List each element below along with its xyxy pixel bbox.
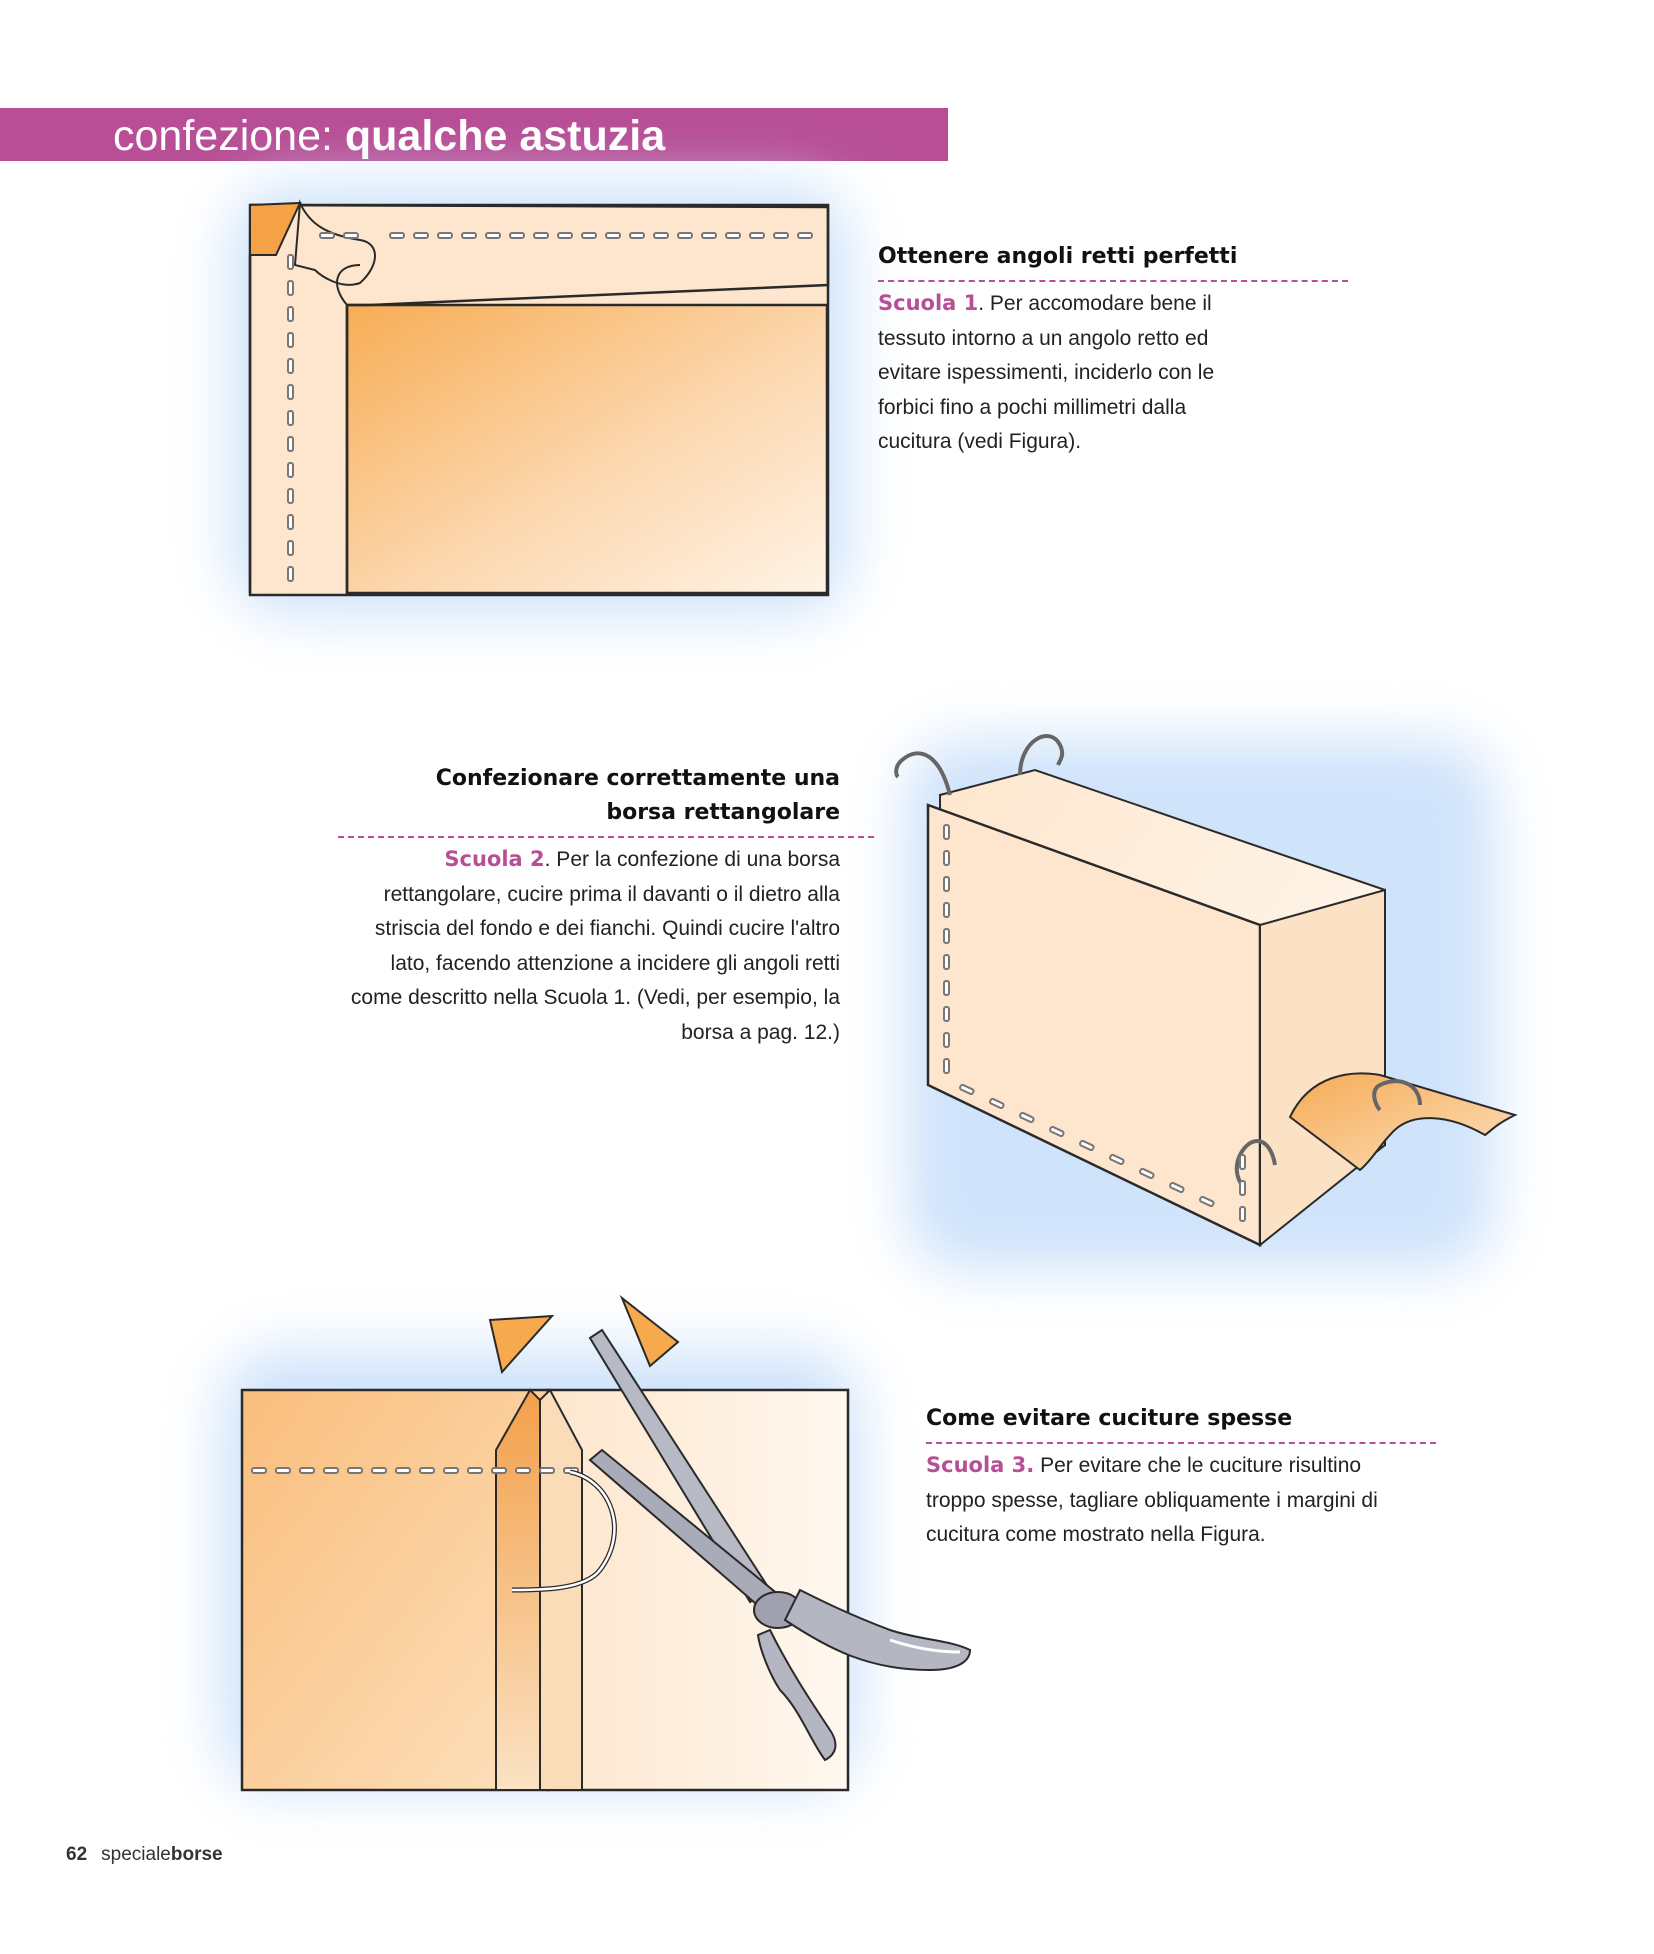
magazine-name-bold: borse	[170, 1844, 223, 1865]
section-1-title: Ottenere angoli retti perfetti	[878, 244, 1238, 269]
section-1-rule	[878, 280, 1348, 282]
section-1-body: . Per accomodare bene il tessuto intorno a un angolo retto ed evitare ispessimenti, inciderlo con le forbici fino a pochi millimetri dalla cucitura (vedi Figura).	[878, 292, 1215, 453]
section-3-lead: Scuola 3.	[926, 1453, 1035, 1477]
section-3-body: Per evitare che le cuciture risultino troppo spesse, tagliare obliquamente i margini di cucitura come mostrato nella Figura.	[926, 1454, 1378, 1546]
section-2-rule	[338, 836, 874, 838]
figure-2-rectangular-bag	[880, 715, 1520, 1275]
section-3	[926, 1402, 1436, 1553]
section-3-text	[926, 1448, 1426, 1553]
magazine-name-light: speciale	[101, 1844, 171, 1865]
page-title-light: confezione:	[113, 112, 333, 160]
section-2	[320, 762, 840, 1050]
page-title-bold: qualche astuzia	[344, 112, 666, 160]
section-3-rule	[926, 1442, 1436, 1444]
page-title	[113, 108, 665, 161]
section-1	[878, 240, 1348, 460]
section-2-lead: Scuola 2	[444, 847, 545, 871]
section-2-body: . Per la confezione di una borsa rettangolare, cucire prima il davanti o il dietro alla striscia del fondo e dei fianchi. Quindi cucire l'altro lato, facendo attenzione a incidere gli angoli retti come descritto nella Scuola 1. (Vedi, per esempio, la borsa a pag. 12.)	[350, 848, 840, 1044]
section-3-title: Come evitare cuciture spesse	[926, 1406, 1293, 1431]
section-1-text	[878, 286, 1258, 460]
section-1-lead: Scuola 1	[878, 291, 979, 315]
footer	[66, 1844, 223, 1866]
figure-3-trim-seams	[230, 1290, 990, 1810]
page-number: 62	[66, 1844, 88, 1865]
figure-1-corner-notch	[240, 195, 840, 615]
section-2-title: Confezionare correttamente una borsa rettangolare	[435, 766, 840, 825]
section-2-text	[320, 842, 840, 1050]
